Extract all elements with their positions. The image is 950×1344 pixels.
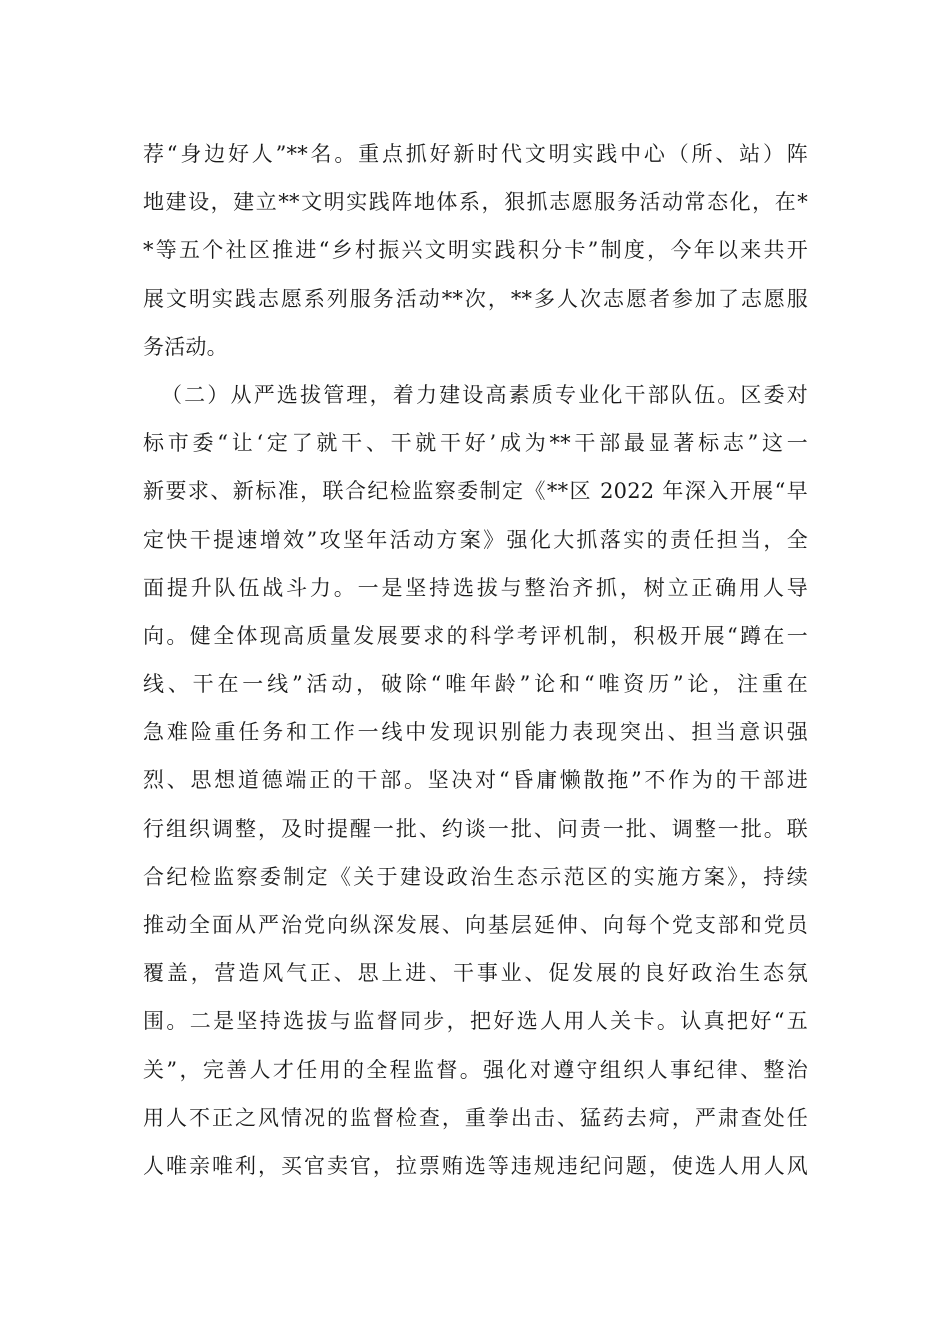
text-line: 急难险重任务和工作一线中发现识别能力表现突出、担当意识强 bbox=[143, 720, 808, 745]
text-line: 人唯亲唯利，买官卖官，拉票贿选等违规违纪问题，使选人用人风 bbox=[143, 1153, 808, 1178]
text-line: 新要求、新标准，联合纪检监察委制定《**区 2022 年深入开展“早 bbox=[143, 479, 808, 504]
text-line: 标市委“让‘定了就干、干就干好’成为**干部最显著标志”这一 bbox=[143, 431, 808, 456]
text-line: 围。二是坚持选拔与监督同步，把好选人用人关卡。认真把好“五 bbox=[143, 1009, 808, 1034]
text-line: 向。健全体现高质量发展要求的科学考评机制，积极开展“蹲在一 bbox=[143, 623, 808, 648]
text-line: 荐“身边好人”**名。重点抓好新时代文明实践中心（所、站）阵 bbox=[143, 142, 808, 166]
text-line: 定快干提速增效”攻坚年活动方案》强化大抓落实的责任担当，全 bbox=[143, 527, 808, 552]
text-line: 展文明实践志愿系列服务活动**次，**多人次志愿者参加了志愿服 bbox=[143, 286, 808, 311]
text-line: 线、干在一线”活动，破除“唯年龄”论和“唯资历”论，注重在 bbox=[143, 672, 808, 697]
text-line: 地建设，建立**文明实践阵地体系，狠抓志愿服务活动常态化，在* bbox=[143, 190, 808, 215]
text-line: 面提升队伍战斗力。一是坚持选拔与整治齐抓，树立正确用人导 bbox=[143, 575, 808, 600]
body-text bbox=[143, 130, 808, 1190]
text-line: 务活动。 bbox=[143, 334, 228, 359]
text-line: 烈、思想道德端正的干部。坚决对“昏庸懒散拖”不作为的干部进 bbox=[143, 768, 808, 793]
text-line: *等五个社区推进“乡村振兴文明实践积分卡”制度，今年以来共开 bbox=[143, 238, 808, 263]
text-line: 合纪检监察委制定《关于建设政治生态示范区的实施方案》，持续 bbox=[143, 864, 808, 889]
text-line: 推动全面从严治党向纵深发展、向基层延伸、向每个党支部和党员 bbox=[143, 913, 808, 937]
text-line: 关”，完善人才任用的全程监督。强化对遵守组织人事纪律、整治 bbox=[143, 1057, 808, 1082]
text-line: 用人不正之风情况的监督检查，重拳出击、猛药去疴，严肃查处任 bbox=[143, 1105, 808, 1130]
section-heading-line: （二）从严选拔管理，着力建设高素质专业化干部队伍。区委对 bbox=[161, 382, 808, 407]
text-line: 行组织调整，及时提醒一批、约谈一批、问责一批、调整一批。联 bbox=[143, 816, 808, 841]
text-line: 覆盖，营造风气正、思上进、干事业、促发展的良好政治生态氛 bbox=[143, 961, 808, 986]
